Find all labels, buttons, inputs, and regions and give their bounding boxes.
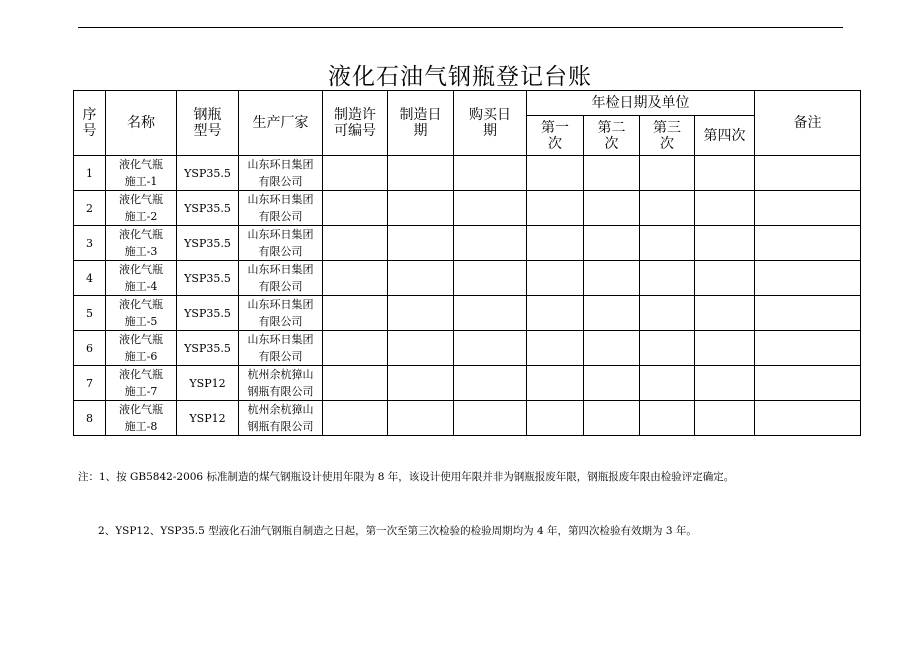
cell-seq: 3 (74, 226, 106, 261)
table-row (74, 226, 861, 261)
cell-remark (755, 156, 861, 191)
cell-seq: 2 (74, 191, 106, 226)
cell-insp1 (527, 261, 584, 296)
table-row (74, 191, 861, 226)
col-header-buy-date: 购买日 期 (454, 91, 527, 156)
cell-model: YSP12 (177, 366, 239, 401)
cell-insp3 (640, 331, 695, 366)
cell-maker: 山东环日集团 有限公司 (239, 296, 323, 331)
col-header-remark: 备注 (755, 91, 861, 156)
col-header-name: 名称 (106, 91, 177, 156)
cell-insp4 (695, 331, 755, 366)
table-row (74, 296, 861, 331)
cell-insp4 (695, 156, 755, 191)
cell-license (323, 366, 388, 401)
ledger-table (73, 90, 861, 436)
cell-name: 液化气瓶 施工-3 (106, 226, 177, 261)
cell-maker: 山东环日集团 有限公司 (239, 261, 323, 296)
cell-maker: 杭州余杭獐山 钢瓶有限公司 (239, 366, 323, 401)
cell-insp3 (640, 366, 695, 401)
cell-name: 液化气瓶 施工-5 (106, 296, 177, 331)
cell-model: YSP35.5 (177, 296, 239, 331)
col-header-insp2: 第二 次 (584, 116, 640, 156)
table-row (74, 261, 861, 296)
cell-license (323, 296, 388, 331)
cell-license (323, 156, 388, 191)
col-header-model: 钢瓶 型号 (177, 91, 239, 156)
cell-insp1 (527, 401, 584, 436)
cell-insp4 (695, 296, 755, 331)
table-row (74, 156, 861, 191)
cell-model: YSP35.5 (177, 156, 239, 191)
cell-insp2 (584, 366, 640, 401)
cell-insp2 (584, 191, 640, 226)
cell-seq: 4 (74, 261, 106, 296)
cell-insp2 (584, 156, 640, 191)
cell-name: 液化气瓶 施工-7 (106, 366, 177, 401)
cell-model: YSP35.5 (177, 191, 239, 226)
col-header-mfg-date: 制造日 期 (388, 91, 454, 156)
cell-insp2 (584, 401, 640, 436)
col-header-seq: 序 号 (74, 91, 106, 156)
cell-insp4 (695, 401, 755, 436)
cell-insp2 (584, 261, 640, 296)
note-1: 注：1、按 GB5842-2006 标准制造的煤气钢瓶设计使用年限为 8 年，该设计使用年限并非为钢瓶报废年限，钢瓶报废年限由检验评定确定。 (78, 471, 735, 483)
cell-license (323, 401, 388, 436)
cell-remark (755, 261, 861, 296)
cell-maker: 山东环日集团 有限公司 (239, 331, 323, 366)
cell-seq: 8 (74, 401, 106, 436)
cell-mfg-date (388, 401, 454, 436)
cell-model: YSP12 (177, 401, 239, 436)
cell-name: 液化气瓶 施工-8 (106, 401, 177, 436)
cell-mfg-date (388, 226, 454, 261)
note-2: 2、YSP12、YSP35.5 型液化石油气钢瓶自制造之日起，第一次至第三次检验的检验周期均为 4 年，第四次检验有效期为 3 年。 (78, 525, 697, 537)
cell-insp4 (695, 261, 755, 296)
cell-insp3 (640, 401, 695, 436)
cell-insp1 (527, 331, 584, 366)
table-row (74, 366, 861, 401)
cell-mfg-date (388, 156, 454, 191)
cell-remark (755, 366, 861, 401)
cell-insp3 (640, 156, 695, 191)
cell-name: 液化气瓶 施工-1 (106, 156, 177, 191)
table-row (74, 401, 861, 436)
cell-buy-date (454, 191, 527, 226)
cell-remark (755, 296, 861, 331)
cell-insp1 (527, 366, 584, 401)
cell-license (323, 226, 388, 261)
header-rule (78, 27, 843, 28)
cell-license (323, 331, 388, 366)
cell-maker: 山东环日集团 有限公司 (239, 226, 323, 261)
cell-insp3 (640, 296, 695, 331)
cell-buy-date (454, 226, 527, 261)
col-header-insp3: 第三 次 (640, 116, 695, 156)
cell-name: 液化气瓶 施工-6 (106, 331, 177, 366)
cell-insp2 (584, 226, 640, 261)
cell-license (323, 261, 388, 296)
cell-buy-date (454, 331, 527, 366)
cell-insp1 (527, 191, 584, 226)
cell-seq: 6 (74, 331, 106, 366)
cell-mfg-date (388, 296, 454, 331)
cell-insp1 (527, 156, 584, 191)
cell-insp3 (640, 226, 695, 261)
cell-maker: 山东环日集团 有限公司 (239, 191, 323, 226)
page-title: 液化石油气钢瓶登记台账 (328, 64, 592, 90)
cell-insp2 (584, 296, 640, 331)
cell-insp3 (640, 261, 695, 296)
col-header-maker: 生产厂家 (239, 91, 323, 156)
cell-model: YSP35.5 (177, 261, 239, 296)
cell-buy-date (454, 296, 527, 331)
cell-buy-date (454, 261, 527, 296)
cell-seq: 7 (74, 366, 106, 401)
cell-insp1 (527, 226, 584, 261)
cell-buy-date (454, 401, 527, 436)
cell-mfg-date (388, 261, 454, 296)
cell-mfg-date (388, 366, 454, 401)
cell-remark (755, 226, 861, 261)
notes (78, 432, 734, 558)
table-row (74, 331, 861, 366)
cell-remark (755, 331, 861, 366)
col-header-license: 制造许 可编号 (323, 91, 388, 156)
cell-insp4 (695, 366, 755, 401)
col-header-insp4: 第四次 (695, 116, 755, 156)
cell-model: YSP35.5 (177, 226, 239, 261)
cell-name: 液化气瓶 施工-4 (106, 261, 177, 296)
cell-buy-date (454, 366, 527, 401)
cell-mfg-date (388, 331, 454, 366)
cell-insp3 (640, 191, 695, 226)
col-header-inspection: 年检日期及单位 (527, 91, 755, 116)
cell-mfg-date (388, 191, 454, 226)
cell-remark (755, 401, 861, 436)
cell-insp1 (527, 296, 584, 331)
col-header-insp1: 第一 次 (527, 116, 584, 156)
cell-insp2 (584, 331, 640, 366)
cell-buy-date (454, 156, 527, 191)
cell-model: YSP35.5 (177, 331, 239, 366)
cell-remark (755, 191, 861, 226)
cell-seq: 5 (74, 296, 106, 331)
cell-name: 液化气瓶 施工-2 (106, 191, 177, 226)
cell-seq: 1 (74, 156, 106, 191)
cell-maker: 杭州余杭獐山 钢瓶有限公司 (239, 401, 323, 436)
cell-insp4 (695, 191, 755, 226)
cell-insp4 (695, 226, 755, 261)
cell-maker: 山东环日集团 有限公司 (239, 156, 323, 191)
cell-license (323, 191, 388, 226)
